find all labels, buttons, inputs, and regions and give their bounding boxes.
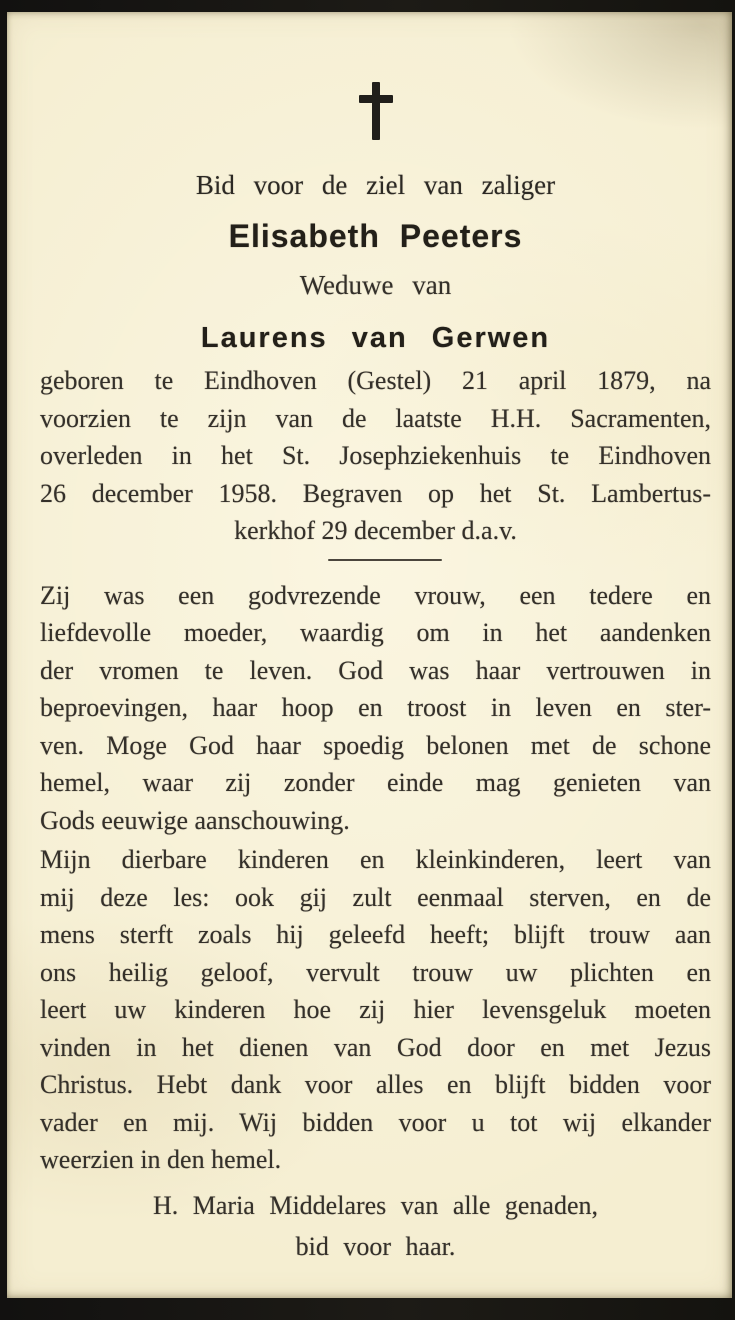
intro-line: Bid voor de ziel van zaliger [195,170,556,200]
eulogy-line: beproevingen, haar hoop en troost in leven en ster- [40,693,711,722]
vitals-line: 26 december 1958. Begraven op het St. Lambertus- [40,478,711,508]
closing-line: bid voor haar. [295,1231,456,1261]
vitals-line: kerkhof 29 december d.a.v. [234,516,517,545]
cross-vertical-bar [372,82,380,140]
admonition-line: leert uw kinderen hoe zij hier levensgeluk moeten [40,995,711,1024]
admonition-line: Mijn dierbare kinderen en kleinkinderen, leert van [40,845,711,874]
admonition-line: Christus. Hebt dank voor alles en blijft bidden voor [40,1070,711,1099]
eulogy-paragraph [40,577,711,840]
deceased-name: Elisabeth Peeters [228,218,523,254]
memorial-card [7,12,732,1298]
admonition-line: vinden in het dienen van God door en met Jezus [40,1032,711,1062]
vitals-paragraph [40,362,711,550]
eulogy-line: liefdevolle moeder, waardig om in het aandenken [40,618,711,647]
admonition-paragraph [40,841,711,1179]
vitals-line: voorzien te zijn van de laatste H.H. Sacramenten, [40,403,711,433]
closing-invocation [40,1185,711,1267]
closing-line: H. Maria Middelares van alle genaden, [152,1190,598,1220]
eulogy-line: Zij was een godvrezende vrouw, een tedere en [40,580,711,610]
eulogy-line: hemel, waar zij zonder einde mag genieten van [40,768,711,797]
spouse-name: Laurens van Gerwen [200,322,551,354]
section-divider [328,559,442,561]
cross-icon [358,82,394,140]
eulogy-line: ven. Moge God haar spoedig belonen met de schone [40,730,711,760]
admonition-line: mij deze les: ook gij zult eenmaal sterven, en de [40,882,711,912]
vitals-line: overleden in het St. Josephziekenhuis te Eindhoven [40,441,711,470]
eulogy-line: der vromen te leven. God was haar vertrouwen in [40,655,711,685]
admonition-line: vader en mij. Wij bidden voor u tot wij elkander [40,1107,711,1137]
eulogy-line: Gods eeuwige aanschouwing. [40,805,350,835]
vitals-line: geboren te Eindhoven (Gestel) 21 april 1879, na [40,366,711,395]
admonition-line: ons heilig geloof, vervult trouw uw plichten en [40,957,711,987]
admonition-line: mens sterft zoals hij geleefd heeft; blijft trouw aan [40,920,711,949]
relation-label: Weduwe van [299,270,452,300]
admonition-line: weerzien in den hemel. [40,1145,282,1174]
